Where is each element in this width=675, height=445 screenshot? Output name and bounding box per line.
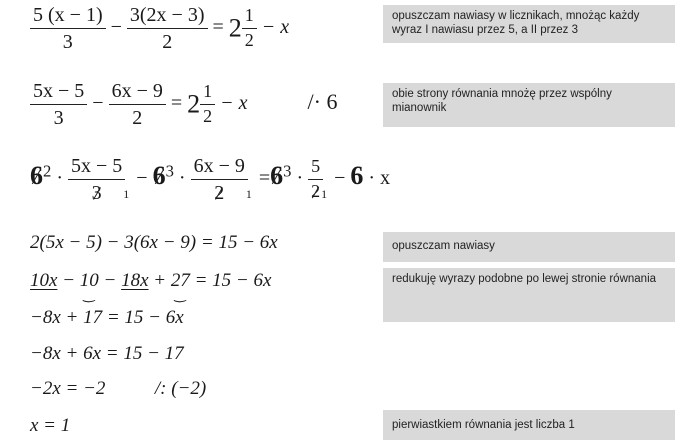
dot-operator: · [296, 167, 304, 190]
like-term: 10x [30, 270, 58, 291]
equals: = [212, 16, 224, 39]
equation-text: −2x = −2 [30, 378, 106, 399]
mixed-whole: 2 [228, 13, 242, 43]
equation-line-7: −8x + 6x = 15 − 17 [30, 343, 184, 364]
note-text: redukuję wyrazy podobne po lewej stronie równania [392, 273, 657, 285]
reduced-subscript: 1 [123, 187, 130, 202]
like-term: 10 ‿ [80, 270, 99, 292]
operator: − [103, 270, 117, 291]
reduced-subscript: 1 [245, 187, 252, 202]
mixed-fraction [200, 82, 215, 127]
operator: − [136, 167, 148, 190]
rhs: = 15 − 6x [194, 270, 272, 291]
operator: − [110, 16, 122, 39]
equation-line-8 [30, 378, 206, 400]
denominator: 2 [162, 31, 173, 53]
denominator: 2 [311, 181, 321, 201]
denominator: 3 [62, 31, 73, 53]
numerator: 5 [308, 157, 323, 180]
fraction-1 [68, 155, 125, 204]
operator: − [92, 92, 104, 115]
dot-operator: · [178, 167, 186, 190]
numerator: 3(2x − 3) [127, 4, 208, 29]
fraction-2 [127, 4, 208, 53]
fraction-2 [109, 80, 166, 129]
note-4 [383, 268, 675, 322]
rhs-tail: − x [220, 92, 248, 115]
exponent: 3 [283, 161, 292, 181]
note-2 [383, 83, 675, 127]
equation-line-6: −8x + 17 = 15 − 6x [30, 307, 184, 328]
rhs-tail: · x [368, 167, 391, 190]
note-1 [383, 5, 675, 43]
note-text: opuszczam nawiasy w licznikach, mnożąc każdy wyraz I nawiasu przez 5, a II przez 3 [392, 10, 640, 36]
operation-annotation: /· 6 [307, 89, 338, 115]
equation-line-9: x = 1 [30, 415, 71, 436]
exponent: 2 [43, 161, 52, 181]
fraction-1 [30, 80, 87, 129]
equation-step-2 [30, 80, 337, 129]
fraction-1 [30, 4, 106, 53]
equals: = [170, 92, 183, 115]
numerator: 6x − 9 [191, 155, 248, 180]
equation-step-3 [30, 155, 390, 204]
cancelled-six: 6 [270, 161, 284, 191]
operation-annotation: /: (−2) [154, 378, 207, 399]
cancelled-six: 6 [152, 161, 166, 191]
denominator: 2 [244, 30, 254, 50]
denominator: 2 [132, 107, 143, 129]
rhs-tail: − x [261, 16, 290, 39]
numerator: 5x − 5 [68, 155, 125, 180]
denominator: 3 [91, 182, 102, 204]
note-3 [383, 232, 675, 262]
like-term: 27 ‿ [171, 270, 190, 292]
mixed-fraction [242, 6, 257, 51]
note-text: obie strony równania mnożę przez wspólny mianownik [392, 88, 612, 114]
numerator: 1 [200, 82, 215, 105]
fraction-2 [191, 155, 248, 204]
denominator: 2 [203, 106, 213, 126]
numerator: 6x − 9 [109, 80, 166, 105]
like-term: 18x [121, 270, 149, 291]
denominator: 3 [53, 107, 64, 129]
exponent: 3 [165, 161, 174, 181]
cancelled-six: 6 [30, 161, 43, 191]
operator: + [153, 270, 167, 291]
dot-operator: · [56, 167, 63, 190]
equation-line-5 [30, 270, 271, 292]
six-bold: 6 [350, 161, 364, 191]
reduced-subscript: 1 [321, 187, 328, 202]
numerator: 5x − 5 [30, 80, 87, 105]
note-text: opuszczam nawiasy [392, 240, 495, 252]
mixed-whole: 2 [187, 89, 201, 119]
equation-line-4: 2(5x − 5) − 3(6x − 9) = 15 − 6x [30, 232, 278, 253]
numerator: 5 (x − 1) [30, 4, 106, 29]
equation-step-1 [30, 4, 289, 53]
note-text: pierwiastkiem równania jest liczba 1 [392, 419, 575, 431]
operator: − [62, 270, 76, 291]
denominator: 2 [214, 182, 225, 204]
numerator: 1 [242, 6, 257, 29]
operator: − [334, 167, 346, 190]
note-5 [383, 410, 675, 440]
equals: = [258, 167, 271, 190]
